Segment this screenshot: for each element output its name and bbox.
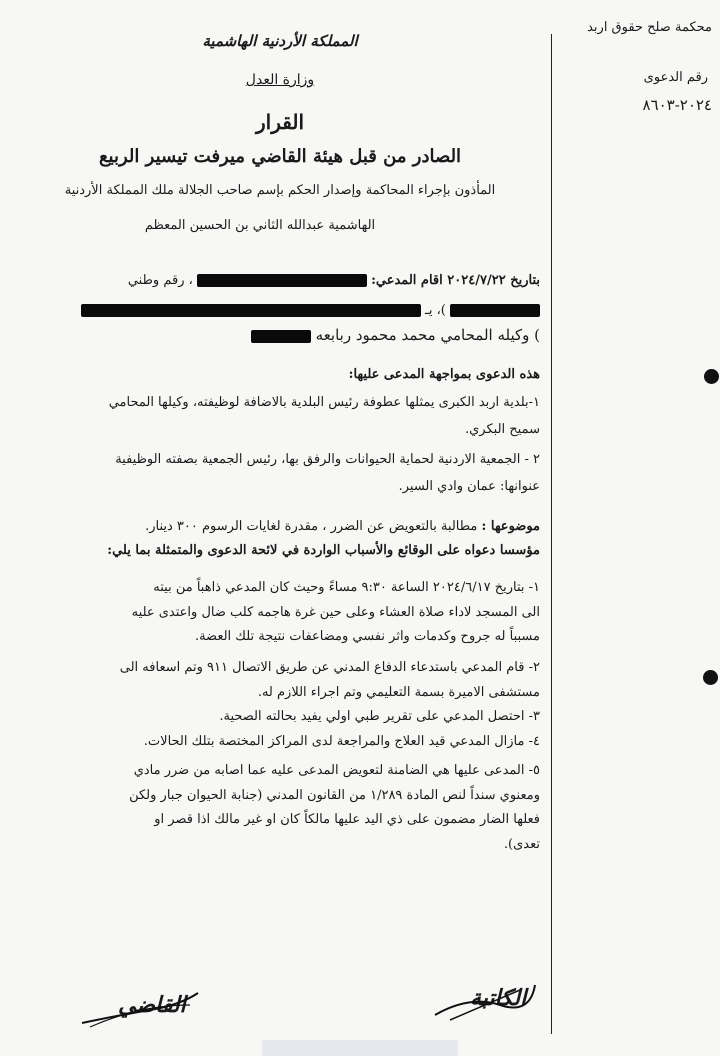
redaction-bar: [197, 274, 367, 287]
defendant-1-line-2: سميح البكري.: [464, 422, 540, 438]
punch-hole-top: [704, 369, 719, 384]
ministry-header: وزارة العدل: [245, 72, 315, 88]
filing-line-3: [20, 325, 540, 345]
subject-text: مطالبة بالتعويض عن الضرر ، مقدرة لغايات الرسوم ٣٠٠ دينار.: [145, 519, 478, 534]
redaction-bar: [251, 330, 311, 343]
subject-line: [20, 518, 540, 536]
scan-edge-strip: [262, 1040, 458, 1056]
defendant-2-line-2: عنوانها: عمان وادي السير.: [398, 479, 540, 495]
clerk-signature: الكاتبة: [470, 985, 527, 1011]
fact-5-line-3: فعلها الضار مضمون على ذي اليد عليها مالكاً كان او غير مالك اذا قصر او: [154, 812, 540, 828]
national-id-label: ، رقم وطني: [127, 273, 193, 288]
filing-line-1: [20, 272, 540, 290]
filing-date-text: بتاريخ ٢٠٢٤/٧/٢٢ اقام المدعي:: [371, 273, 540, 288]
filing-line-2: [20, 302, 540, 320]
court-name: محكمة صلح حقوق اربد: [587, 20, 712, 35]
attorney-text: ) وكيله المحامي محمد محمود ربابعه: [315, 326, 540, 345]
defendant-1-line-1: ١-بلدية اربد الكبرى يمثلها عطوفة رئيس البلدية بالاضافة لوظيفته، وكيلها المحامي: [108, 394, 540, 410]
case-number: ٢٠٢٤-٨٦٠٣: [642, 96, 712, 114]
redaction-bar: [81, 304, 421, 317]
subject-label: موضوعها :: [481, 519, 540, 534]
fact-2-line-2: مستشفى الاميرة بسمة التعليمي وتم اجراء اللازم له.: [257, 684, 540, 700]
redaction-bar: [450, 304, 540, 317]
fact-5-line-2: ومعنوي سنداً لنص المادة ١/٢٨٩ من القانون المدني (جنابة الحيوان جبار ولكن: [129, 787, 540, 803]
fact-3: ٣- احتصل المدعي على تقرير طبي اولي يفيد بحالته الصحية.: [219, 709, 540, 725]
fact-1-line-3: مسبباً له جروح وكدمات واثر نفسي ومضاعفات نتيجة تلك العضة.: [194, 629, 540, 645]
fact-5-line-1: ٥- المدعى عليها هي الضامنة لتعويض المدعى عليه عما اصابه من ضرر مادي: [133, 762, 540, 778]
basis-heading: مؤسسا دعواه على الوقائع والأسباب الواردة في لائحة الدعوى والمتمثلة بما يلي:: [107, 542, 540, 558]
filing-continuation: )، يـ: [425, 302, 446, 318]
defendant-2-line-1: ٢ - الجمعية الاردنية لحماية الحيوانات والرفق بها، رئيس الجمعية بصفته الوظيفية: [115, 451, 540, 467]
punch-hole-bottom: [703, 670, 718, 685]
authorization-line-2: الهاشمية عبدالله الثاني بن الحسين المعظم: [144, 218, 376, 233]
issued-by-line: الصادر من قبل هيئة القاضي ميرفت تيسير الربيع: [98, 146, 462, 167]
judge-signature-stroke: [80, 985, 200, 1030]
kingdom-header: المملكة الأردنية الهاشمية: [202, 32, 358, 50]
filing-paragraph: [20, 272, 540, 345]
judge-signature: القاضي: [118, 992, 186, 1018]
fact-5-line-4: تعدى).: [503, 836, 540, 852]
clerk-signature-stroke: [430, 975, 540, 1025]
fact-2-line-1: ٢- قام المدعي باستدعاء الدفاع المدني عن طريق الاتصال ٩١١ وتم اسعافه الى: [119, 660, 540, 676]
fact-1-line-2: الى المسجد لاداء صلاة العشاء وعلى حين غرة هاجمه كلب ضال واعتدى عليه: [131, 604, 540, 620]
subject-section: [20, 518, 540, 559]
facts-list: [20, 576, 540, 858]
case-number-label: رقم الدعوى: [643, 70, 708, 85]
defendants-section: [20, 366, 540, 496]
document-title: القرار: [255, 110, 305, 134]
against-heading: هذه الدعوى بمواجهة المدعى عليها:: [348, 367, 540, 382]
fact-4: ٤- مازال المدعي قيد العلاج والمراجعة لدى المراكز المختصة بتلك الحالات.: [143, 734, 540, 750]
fact-1-line-1: ١- بتاريخ ٢٠٢٤/٦/١٧ الساعة ٩:٣٠ مساءً وحيث كان المدعي ذاهباً من بيته: [153, 580, 540, 595]
authorization-line-1: المأذون بإجراء المحاكمة وإصدار الحكم بإسم صاحب الجلالة ملك المملكة الأردنية: [64, 183, 496, 198]
margin-rule: [551, 34, 552, 1034]
